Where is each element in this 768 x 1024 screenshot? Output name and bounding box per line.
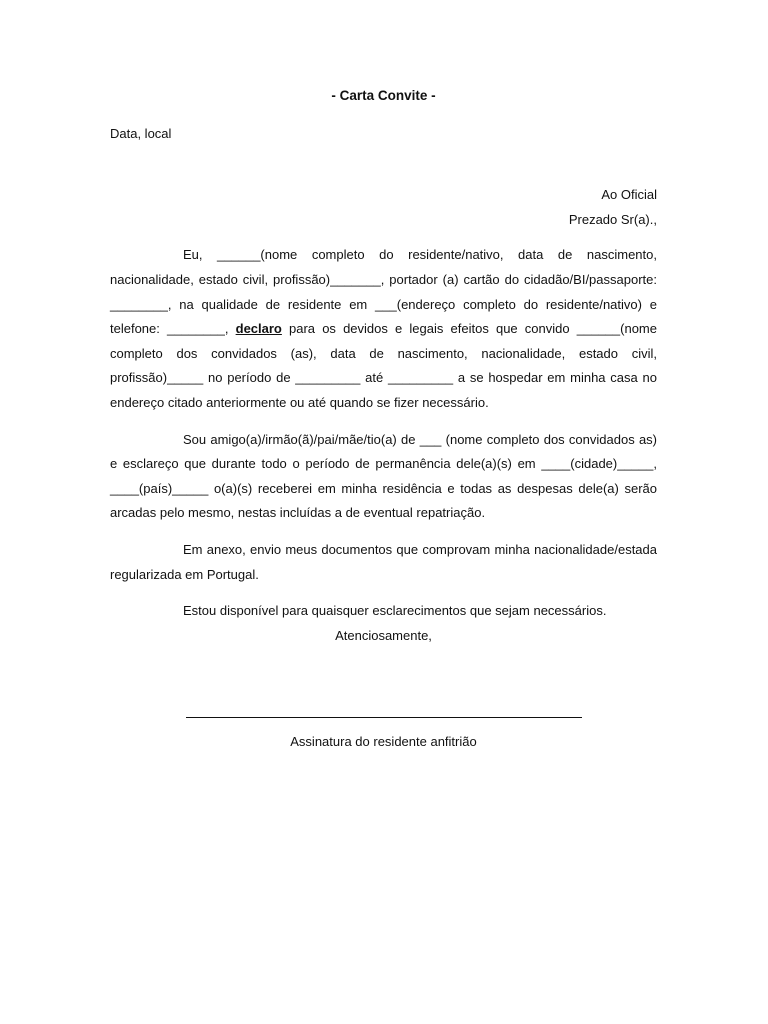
signature-caption: Assinatura do residente anfitrião — [290, 733, 477, 749]
letter-title: - Carta Convite - — [331, 88, 436, 103]
signature-block — [110, 702, 657, 754]
date-place: Data, local — [110, 125, 172, 141]
paragraph-2: Sou amigo(a)/irmão(ã)/pai/mãe/tio(a) de ___ (nome completo dos convidados as) e esclareço que durante todo o período de permanência dele(a)(s) em ____(cidade)_____, ____(país)_____ o(a)(s) receberei em minha residência e todas as despesas dele(a) serão arcadas pelo mesmo, nestas incluídas a de eventual repatriação. — [110, 431, 657, 521]
paragraph-1 — [110, 243, 657, 415]
signature-line — [186, 717, 582, 718]
paragraph-1-start: Eu, ______(nome completo do residente/nativo, data de nascimento, nacionalidade, estado civil, profissão)_______, portador (a) cartão do cidadão/BI/passaporte: ________, na qualidade de residente em ___(endereço completo do residente/nativo) e telefone: ________, — [110, 247, 657, 337]
addressee-line-2: Prezado Sr(a)., — [568, 211, 657, 227]
declaro-emphasis: declaro — [235, 321, 282, 337]
addressee-block — [110, 183, 657, 232]
letter-body — [110, 84, 657, 754]
paragraph-1-end: para os devidos e legais efeitos que convido ______(nome completo dos convidados (as), data de nascimento, nacionalidade, estado civil, profissão)_____ no período de _________ até _________ a se hospedar em minha casa no endereço citado anteriormente ou até quando se fizer necessário. — [110, 321, 657, 410]
closing: Atenciosamente, — [335, 627, 432, 643]
paragraph-3: Em anexo, envio meus documentos que comprovam minha nacionalidade/estada regularizada em Portugal. — [110, 541, 657, 582]
paragraph-4: Estou disponível para quaisquer esclarecimentos que sejam necessários. — [183, 603, 607, 619]
addressee-line-1: Ao Oficial — [601, 187, 657, 203]
